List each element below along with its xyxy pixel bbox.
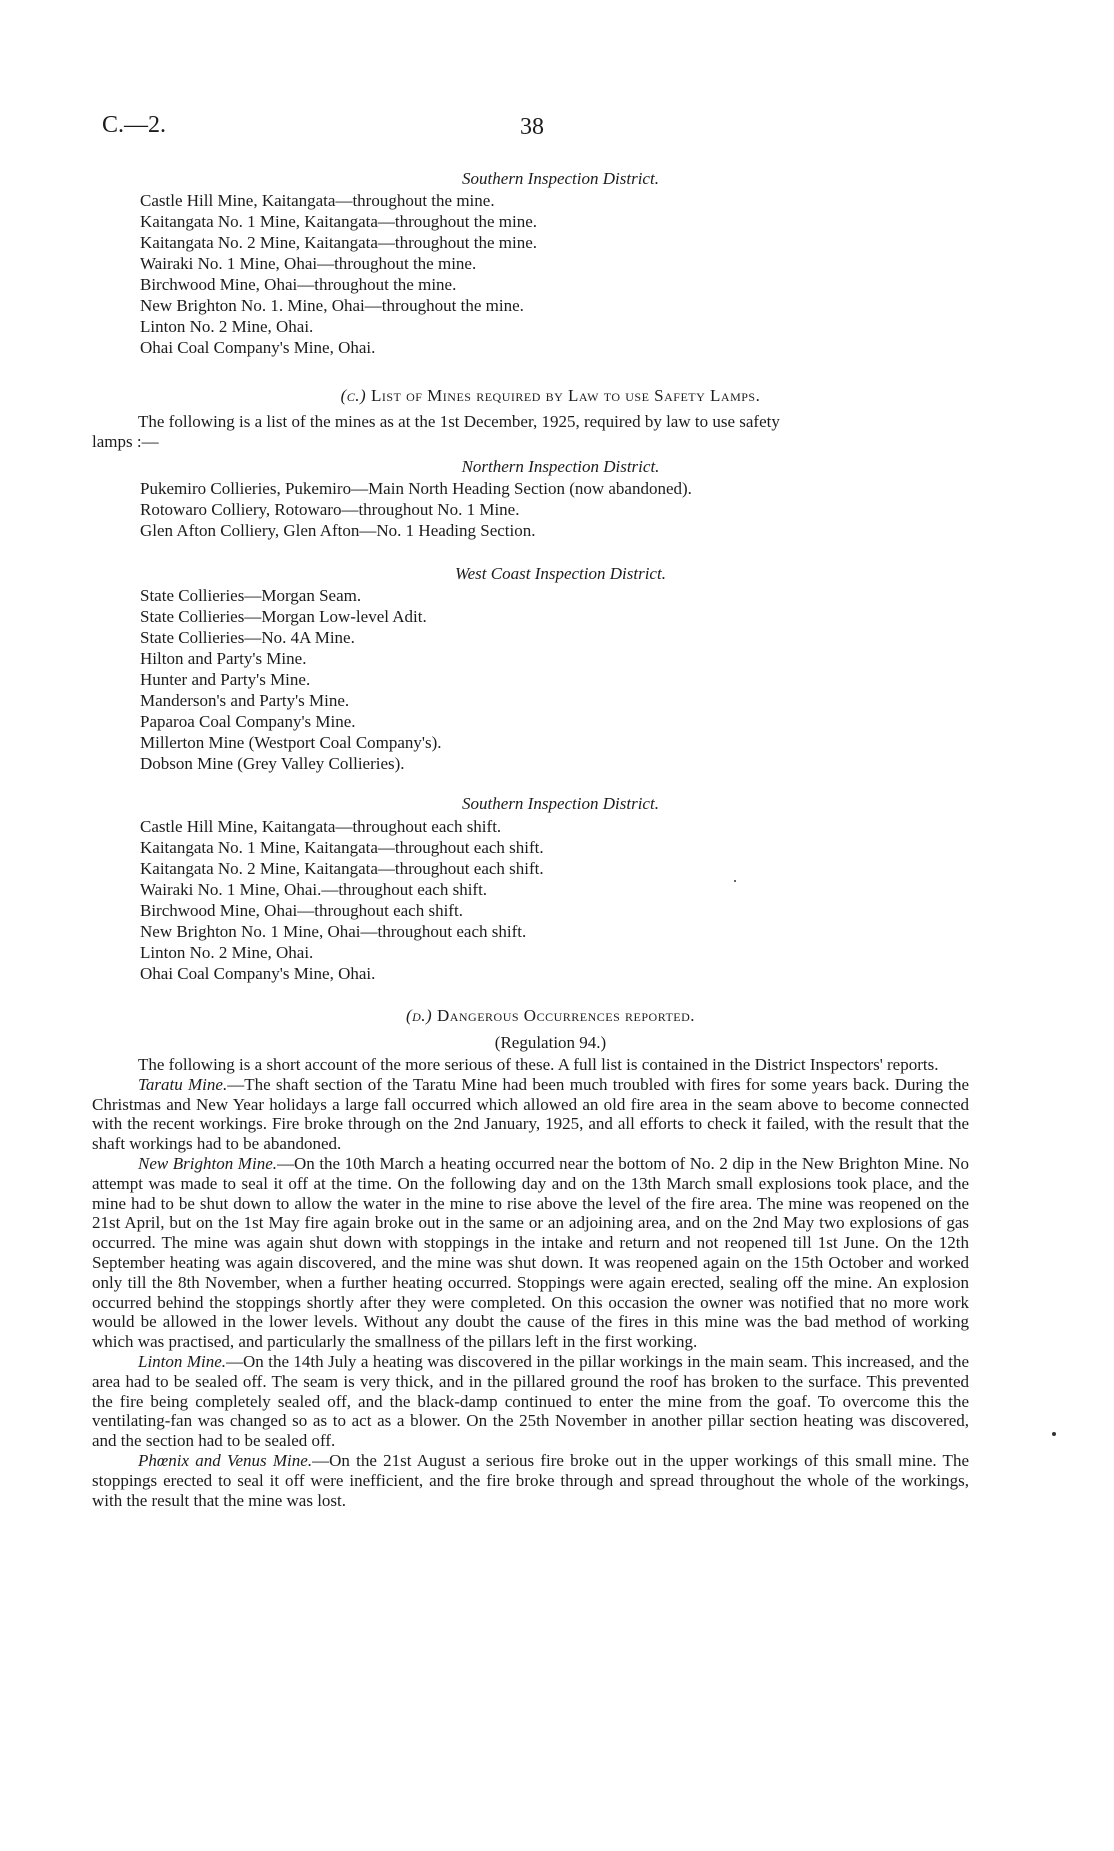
list-item: Kaitangata No. 1 Mine, Kaitangata—throughout the mine. — [140, 212, 538, 231]
northern-district-heading: Northern Inspection District. — [461, 457, 660, 476]
northern-district-list — [140, 478, 960, 541]
paragraph-title: Phœnix and Venus Mine. — [138, 1450, 313, 1470]
southern-district-list-2 — [140, 816, 960, 984]
paragraph-text: —The shaft section of the Taratu Mine had been much troubled with fires for some years back. During the Christmas and New Year holidays a large fall occurred which allowed an old fire area in the seam above to become connected with the recent workings. Fire broke through on the 2nd January, 1925, and all efforts to check it failed, with the result that the shaft workings had to be abandoned. — [92, 1074, 969, 1154]
list-item: Glen Afton Colliery, Glen Afton—No. 1 Heading Section. — [140, 521, 536, 540]
ink-speck — [1052, 1432, 1056, 1436]
section-c-title: List of Mines required by Law to use Safety Lamps. — [370, 386, 761, 405]
west-coast-list — [140, 585, 960, 774]
list-item: Paparoa Coal Company's Mine. — [140, 712, 356, 731]
section-d-body — [92, 1055, 969, 1510]
section-c-heading — [92, 385, 969, 406]
list-item: New Brighton No. 1. Mine, Ohai—throughout the mine. — [140, 296, 524, 315]
page-number: 38 — [520, 114, 544, 140]
list-item: Castle Hill Mine, Kaitangata—throughout each shift. — [140, 817, 502, 836]
list-item: Birchwood Mine, Ohai—throughout each shift. — [140, 901, 463, 920]
southern-district-heading-2-wrap — [92, 793, 969, 814]
list-item: Linton No. 2 Mine, Ohai. — [140, 943, 314, 962]
paragraph-text: —On the 21st August a serious fire broke out in the upper workings of this small mine. The stoppings erected to seal it off were inefficient, and the fire broke through and spread throughout the whole of the workings, with the result that the mine was lost. — [92, 1450, 969, 1510]
section-d-label: (d.) — [405, 1006, 433, 1025]
list-item: State Collieries—Morgan Low-level Adit. — [140, 607, 427, 626]
list-item: Pukemiro Collieries, Pukemiro—Main North Heading Section (now abandoned). — [140, 479, 692, 498]
paragraph-title: New Brighton Mine. — [138, 1153, 277, 1173]
list-item: Kaitangata No. 1 Mine, Kaitangata—throughout each shift. — [140, 838, 544, 857]
section-c-label: (c.) — [340, 386, 367, 405]
list-item: State Collieries—No. 4A Mine. — [140, 628, 355, 647]
paragraph-taratu — [92, 1075, 969, 1154]
ink-speck — [734, 880, 736, 882]
list-item: Kaitangata No. 2 Mine, Kaitangata—throughout each shift. — [140, 859, 544, 878]
section-d-title: Dangerous Occurrences reported. — [436, 1006, 696, 1025]
west-coast-heading-wrap — [92, 563, 969, 584]
west-coast-heading: West Coast Inspection District. — [455, 564, 666, 583]
section-c-intro-line2: lamps :— — [92, 431, 159, 451]
southern-district-heading-1-wrap — [92, 168, 969, 189]
list-item: Wairaki No. 1 Mine, Ohai—throughout the mine. — [140, 254, 477, 273]
list-item: Kaitangata No. 2 Mine, Kaitangata—throughout the mine. — [140, 233, 538, 252]
southern-district-heading-2: Southern Inspection District. — [462, 794, 659, 813]
list-item: State Collieries—Morgan Seam. — [140, 586, 362, 605]
paragraph-title: Linton Mine. — [138, 1351, 227, 1371]
northern-district-heading-wrap — [92, 456, 969, 477]
list-item: Manderson's and Party's Mine. — [140, 691, 350, 710]
list-item: New Brighton No. 1 Mine, Ohai—throughout each shift. — [140, 922, 527, 941]
list-item: Millerton Mine (Westport Coal Company's). — [140, 733, 442, 752]
paragraph-phoenix-venus — [92, 1451, 969, 1510]
list-item: Hunter and Party's Mine. — [140, 670, 311, 689]
list-item: Birchwood Mine, Ohai—throughout the mine. — [140, 275, 457, 294]
section-d-intro: The following is a short account of the more serious of these. A full list is contained in the District Inspectors' reports. — [138, 1055, 939, 1074]
southern-district-heading-1: Southern Inspection District. — [462, 169, 659, 188]
paragraph-title: Taratu Mine. — [138, 1074, 228, 1094]
section-d-heading — [92, 1005, 969, 1053]
section-d-subtitle: (Regulation 94.) — [494, 1033, 607, 1052]
list-item: Hilton and Party's Mine. — [140, 649, 307, 668]
list-item: Ohai Coal Company's Mine, Ohai. — [140, 964, 376, 983]
southern-district-list-1 — [140, 190, 960, 358]
list-item: Ohai Coal Company's Mine, Ohai. — [140, 338, 376, 357]
list-item: Wairaki No. 1 Mine, Ohai.—throughout each shift. — [140, 880, 488, 899]
list-item: Castle Hill Mine, Kaitangata—throughout the mine. — [140, 191, 495, 210]
section-c-intro — [92, 412, 969, 452]
paragraph-text: —On the 10th March a heating occurred near the bottom of No. 2 dip in the New Brighton Mine. No attempt was made to seal it off at the time. On the following day and on the 13th March small explosions took place, and the mine had to be shut down to allow the water in the mine to rise above the level of the fire area. The mine was reopened on the 21st April, but on the 1st May fire again broke out in the same or an adjoining area, and on the 2nd May two explosions of gas occurred. The mine was again shut down with stoppings in the intake and return and not reopened till 1st June. On the 12th September heating was again discovered, and the mine was shut down. It was reopened again on the 15th October and worked only till the 8th November, when a further heating occurred. Stoppings were again erected, sealing off the mine. An explosion occurred behind the stoppings shortly after they were completed. On this occasion the owner was notified that no more work would be allowed in the lower levels. Without any doubt the cause of the fires in this mine was the bad method of working which was practised, and particularly the smallness of the pillars left in the first working. — [92, 1153, 969, 1352]
paragraph-linton — [92, 1352, 969, 1451]
list-item: Linton No. 2 Mine, Ohai. — [140, 317, 314, 336]
paragraph-text: —On the 14th July a heating was discovered in the pillar workings in the main seam. This increased, and the area had to be sealed off. The seam is very thick, and in the pillared ground the roof has broken to the surface. This prevented the fire being completely sealed off, and the black-damp continued to enter the mine from the goaf. To overcome this the ventilating-fan was changed so as to act as a blower. On the 25th November in another pillar section heating was discovered, and the section had to be sealed off. — [92, 1351, 969, 1451]
list-item: Dobson Mine (Grey Valley Collieries). — [140, 754, 405, 773]
section-code: C.—2. — [102, 112, 167, 138]
section-c-intro-line1: The following is a list of the mines as at the 1st December, 1925, required by law to use safety — [138, 412, 780, 431]
list-item: Rotowaro Colliery, Rotowaro—throughout No. 1 Mine. — [140, 500, 520, 519]
paragraph-new-brighton — [92, 1154, 969, 1352]
